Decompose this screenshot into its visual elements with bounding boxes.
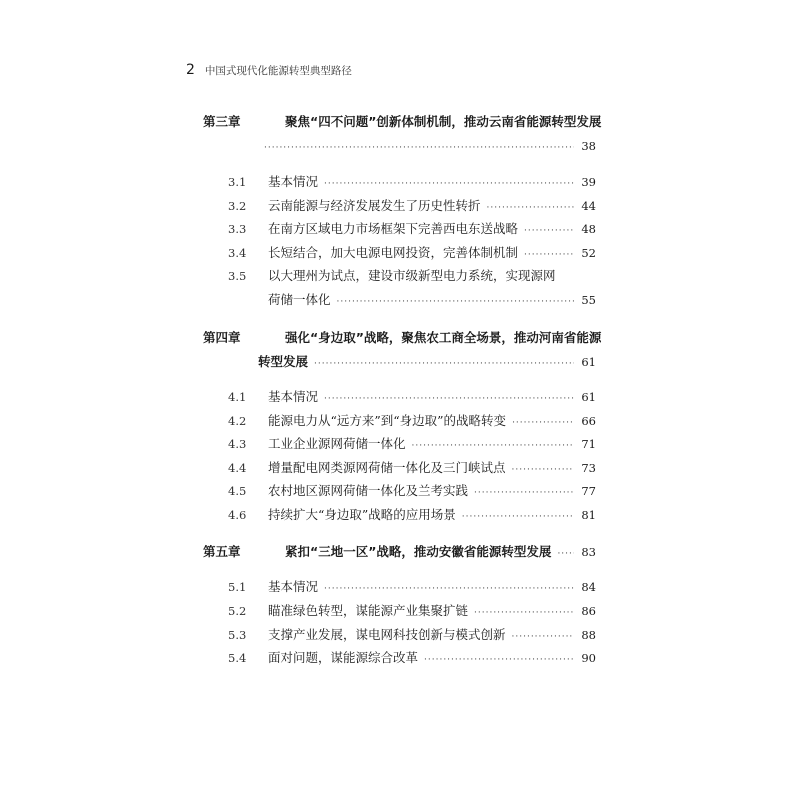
section-number: 3.1: [228, 175, 247, 189]
page-ref: 90: [581, 651, 596, 665]
page-ref: 38: [581, 139, 596, 153]
section-title: 在南方区域电力市场框架下完善西电东送战略: [268, 221, 519, 236]
chapter-label: 第五章: [203, 544, 241, 559]
page-ref: 61: [581, 390, 596, 404]
leader-dots: [462, 509, 574, 525]
chapter-3-page-line[interactable]: [258, 138, 596, 156]
section-title: 工业企业源网荷储一体化: [268, 436, 406, 451]
book-title: 中国式现代化能源转型典型路径: [204, 65, 352, 77]
page-ref: 73: [581, 461, 596, 475]
toc-entry-3-5-cont[interactable]: [268, 292, 596, 310]
chapter-title: 紧扣“三地一区”战略，推动安徽省能源转型发展: [285, 544, 552, 559]
section-title: 云南能源与经济发展发生了历史性转折: [268, 198, 481, 213]
section-title: 能源电力从“远方来”到“身边取”的战略转变: [268, 413, 507, 428]
page-ref: 84: [581, 580, 596, 594]
leader-dots: [524, 223, 574, 239]
toc-entry-3-4[interactable]: [228, 245, 596, 263]
toc-entry-3-3[interactable]: [228, 221, 596, 239]
toc-entry-4-3[interactable]: [228, 436, 596, 454]
section-number: 5.1: [228, 580, 247, 594]
section-number: 4.2: [228, 414, 247, 428]
page-ref: 83: [581, 545, 596, 559]
leader-dots: [412, 438, 574, 454]
page-ref: 55: [581, 293, 596, 307]
section-title: 支撑产业发展，谋电网科技创新与模式创新: [268, 627, 506, 642]
toc-entry-5-1[interactable]: [228, 579, 596, 597]
chapter-4-heading[interactable]: [203, 330, 601, 346]
page-ref: 88: [581, 628, 596, 642]
chapter-3-heading[interactable]: [203, 114, 601, 130]
toc-entry-4-5[interactable]: [228, 483, 596, 501]
section-title: 面对问题，谋能源综合改革: [268, 650, 419, 665]
page-ref: 81: [581, 508, 596, 522]
section-title: 农村地区源网荷储一体化及兰考实践: [268, 483, 469, 498]
page-ref: 39: [581, 175, 596, 189]
toc-entry-4-1[interactable]: [228, 389, 596, 407]
section-title: 以大理州为试点，建设市级新型电力系统，实现源网: [268, 268, 556, 283]
chapter-label: 第四章: [203, 330, 241, 345]
leader-dots: [337, 294, 574, 310]
chapter-title: 强化“身边取”战略，聚焦农工商全场景，推动河南省能源: [285, 330, 602, 345]
section-title: 长短结合，加大电源电网投资，完善体制机制: [268, 245, 519, 260]
section-title-continued: 荷储一体化: [268, 292, 331, 307]
leader-dots: [557, 546, 574, 562]
toc-entry-3-1[interactable]: [228, 174, 596, 192]
section-number: 4.4: [228, 461, 247, 475]
toc-entry-3-5[interactable]: [228, 268, 556, 284]
toc-entry-4-4[interactable]: [228, 460, 596, 478]
toc-entry-4-6[interactable]: [228, 507, 596, 525]
leader-dots: [512, 462, 574, 478]
page-ref: 66: [581, 414, 596, 428]
leader-dots: [424, 652, 574, 668]
chapter-4-page-line[interactable]: [258, 354, 596, 372]
section-number: 3.3: [228, 222, 247, 236]
leader-dots: [324, 391, 574, 407]
section-title: 基本情况: [268, 389, 319, 404]
chapter-label: 第三章: [203, 114, 241, 129]
leader-dots: [314, 356, 574, 372]
section-title: 瞄准绿色转型，谋能源产业集聚扩链: [268, 603, 469, 618]
chapter-5-heading[interactable]: [203, 544, 596, 562]
leader-dots: [487, 200, 574, 216]
section-number: 5.3: [228, 628, 247, 642]
chapter-title: 聚焦“四不问题”创新体制机制，推动云南省能源转型发展: [285, 114, 602, 129]
section-title: 增量配电网类源网荷储一体化及三门峡试点: [268, 460, 506, 475]
leader-dots: [474, 605, 574, 621]
page-ref: 77: [581, 484, 596, 498]
page-number: 2: [186, 62, 195, 78]
page-ref: 52: [581, 246, 596, 260]
leader-dots: [324, 581, 574, 597]
leader-dots: [524, 247, 574, 263]
leader-dots: [512, 415, 574, 431]
leader-dots: [512, 629, 574, 645]
section-number: 4.6: [228, 508, 247, 522]
section-title: 基本情况: [268, 174, 319, 189]
leader-dots: [264, 140, 574, 156]
section-number: 5.4: [228, 651, 247, 665]
page-ref: 44: [581, 199, 596, 213]
section-title: 持续扩大“身边取”战略的应用场景: [268, 507, 456, 522]
section-number: 5.2: [228, 604, 247, 618]
leader-dots: [474, 485, 574, 501]
toc-entry-5-4[interactable]: [228, 650, 596, 668]
page-ref: 86: [581, 604, 596, 618]
chapter-title-continued: 转型发展: [258, 354, 309, 369]
toc-entry-4-2[interactable]: [228, 413, 596, 431]
page-ref: 71: [581, 437, 596, 451]
running-head: [186, 62, 352, 78]
section-number: 3.5: [228, 269, 247, 283]
section-number: 4.3: [228, 437, 247, 451]
section-number: 3.2: [228, 199, 247, 213]
page-ref: 61: [581, 355, 596, 369]
section-number: 4.1: [228, 390, 247, 404]
toc-entry-5-2[interactable]: [228, 603, 596, 621]
toc-entry-5-3[interactable]: [228, 627, 596, 645]
page-ref: 48: [581, 222, 596, 236]
section-number: 4.5: [228, 484, 247, 498]
leader-dots: [324, 176, 574, 192]
toc-entry-3-2[interactable]: [228, 198, 596, 216]
section-title: 基本情况: [268, 579, 319, 594]
section-number: 3.4: [228, 246, 247, 260]
